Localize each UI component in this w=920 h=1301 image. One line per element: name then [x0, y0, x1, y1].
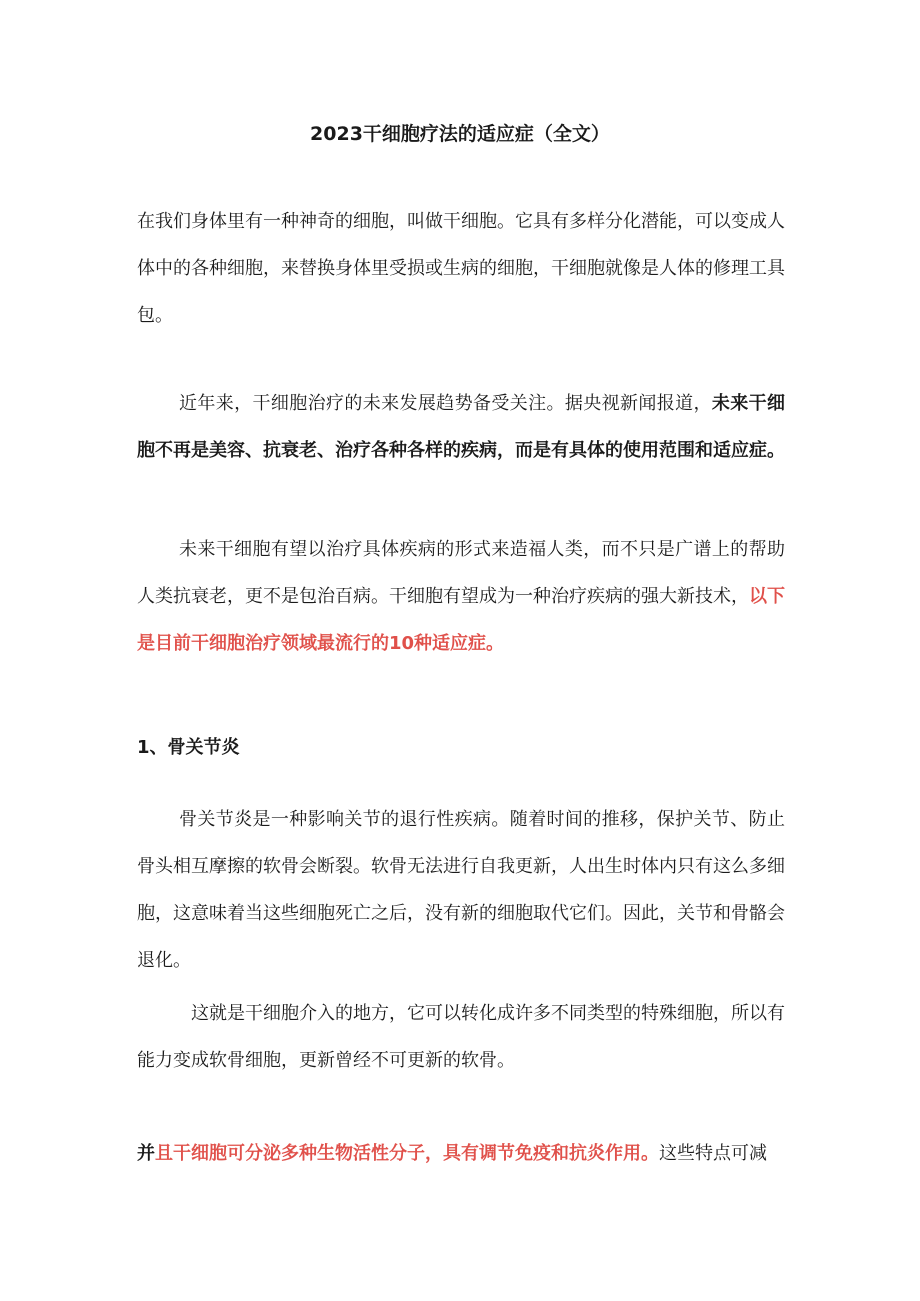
- osteoarthritis-paragraph-3: [137, 1130, 785, 1177]
- osteoarthritis-paragraph-3-highlight: 且干细胞可分泌多种生物活性分子，具有调节免疫和抗炎作用。: [155, 1143, 659, 1164]
- future-paragraph: [137, 526, 785, 667]
- news-paragraph: [137, 380, 785, 474]
- news-paragraph-bold-text: 未来干细胞不再是美容、抗衰老、治疗各种各样的疾病，而是有具体的使用范围和适应症。: [137, 393, 785, 461]
- osteoarthritis-paragraph-2: 这就是干细胞介入的地方，它可以转化成许多不同类型的特殊细胞，所以有能力变成软骨细胞，更新曾经不可更新的软骨。: [137, 1003, 785, 1071]
- osteoarthritis-paragraph-3-tail: 这些特点可减: [659, 1143, 767, 1164]
- news-paragraph-text: 近年来，干细胞治疗的未来发展趋势备受关注。据央视新闻报道，: [179, 393, 712, 414]
- document-title: 2023干细胞疗法的适应症（全文）: [310, 123, 610, 145]
- future-paragraph-highlight: 以下是目前干细胞治疗领域最流行的10种适应症。: [137, 586, 785, 654]
- intro-paragraph: 在我们身体里有一种神奇的细胞，叫做干细胞。它具有多样分化潜能，可以变成人体中的各种细胞，来替换身体里受损或生病的细胞，干细胞就像是人体的修理工具包。: [137, 211, 785, 326]
- section-heading-osteoarthritis: 1、骨关节炎: [137, 737, 240, 758]
- osteoarthritis-paragraph-3-lead: 并: [137, 1143, 155, 1164]
- osteoarthritis-paragraph-1: 骨关节炎是一种影响关节的退行性疾病。随着时间的推移，保护关节、防止骨头相互摩擦的软骨会断裂。软骨无法进行自我更新，人出生时体内只有这么多细胞，这意味着当这些细胞死亡之后，没有新的细胞取代它们。因此，关节和骨骼会退化。: [137, 809, 785, 971]
- future-paragraph-text: 未来干细胞有望以治疗具体疾病的形式来造福人类，而不只是广谱上的帮助人类抗衰老，更不是包治百病。干细胞有望成为一种治疗疾病的强大新技术，: [137, 539, 785, 607]
